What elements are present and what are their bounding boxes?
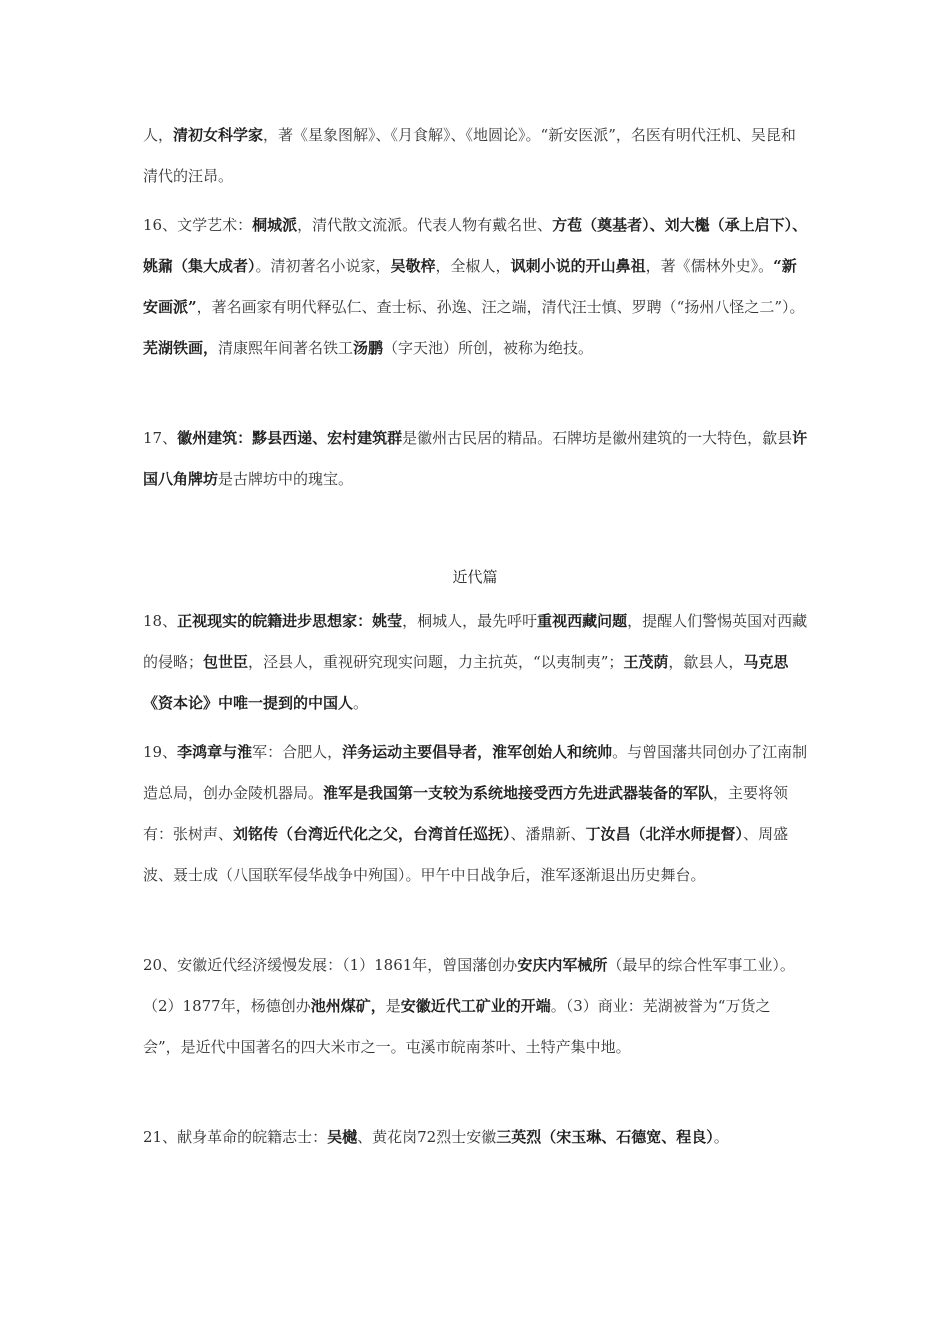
bold-text-segment: 徽州建筑：黟县西递、宏村建筑群 xyxy=(177,429,403,447)
text-segment: ，主要将领有：张树声、 xyxy=(143,784,789,843)
bold-text-segment: 刘铭传（台湾近代化之父，台湾首任巡抚） xyxy=(233,825,511,843)
text-segment: 人， xyxy=(143,126,174,144)
text-segment: 是古牌坊中的瑰宝。 xyxy=(218,470,354,488)
text-segment: ，著《星象图解》、《月食解》、《地圆论》。“新安医派”，名医有明代汪机、吴昆和清代的汪昂。 xyxy=(143,126,796,185)
bold-text-segment: 吴敬梓 xyxy=(390,257,436,275)
text-segment: 17、 xyxy=(143,429,178,447)
bold-text-segment: 汤鹏 xyxy=(353,339,384,357)
paragraph-17-huizhou-architecture xyxy=(143,418,808,500)
bold-text-segment: 安庆内军械所 xyxy=(517,956,608,974)
paragraph-continued xyxy=(143,115,808,197)
text-segment: ，桐城人，最先呼吁 xyxy=(402,612,538,630)
text-segment: ，全椒人， xyxy=(435,257,511,275)
bold-text-segment: 马克思《资本论》中唯一提到的中国人 xyxy=(143,653,789,712)
text-segment: 是徽州古民居的精品。石牌坊是徽州建筑的一大特色，歙县 xyxy=(402,429,793,447)
text-segment: 。清初著名小说家， xyxy=(255,257,391,275)
text-segment: ，提醒人们警惕英国对西藏的侵略； xyxy=(143,612,808,671)
section-heading-modern: 近代篇 xyxy=(452,568,498,586)
bold-text-segment: 吴樾 xyxy=(327,1128,358,1146)
text-segment: ，歙县人， xyxy=(668,653,744,671)
paragraph-21-revolutionaries xyxy=(143,1117,808,1158)
text-segment: （字天池）所创，被称为绝技。 xyxy=(383,339,594,357)
text-segment: ，清代散文流派。代表人物有戴名世、 xyxy=(297,216,553,234)
bold-text-segment: 桐城派 xyxy=(252,216,298,234)
text-segment: ，泾县人，重视研究现实问题，力主抗英，“以夷制夷”； xyxy=(248,653,624,671)
bold-text-segment: 方苞（奠基者）、刘大櫆（承上启下）、姚鼐（集大成者） xyxy=(143,216,808,275)
text-segment: 、潘鼎新、 xyxy=(510,825,586,843)
bold-text-segment: 芜湖铁画， xyxy=(143,339,219,357)
paragraph-18-thinkers xyxy=(143,601,808,724)
text-segment: 19、 xyxy=(143,743,178,761)
bold-text-segment: 李鸿章与淮 xyxy=(177,743,253,761)
text-segment: 18、 xyxy=(143,612,178,630)
text-segment: 。 xyxy=(713,1128,729,1146)
paragraph-20-economy xyxy=(143,945,808,1068)
text-segment: 20、安徽近代经济缓慢发展：（1）1861年，曾国藩创办 xyxy=(143,956,518,974)
bold-text-segment: 包世臣 xyxy=(203,653,249,671)
bold-text-segment: 正视现实的皖籍进步思想家：姚莹 xyxy=(177,612,403,630)
bold-text-segment: 洋务运动主要倡导者，淮军创始人和统帅 xyxy=(342,743,613,761)
text-segment: 、周盛波、聂士成（八国联军侵华战争中殉国）。甲午中日战争后，淮军逐渐退出历史舞台。 xyxy=(143,825,789,884)
bold-text-segment: 三英烈（宋玉琳、石德宽、程良） xyxy=(496,1128,714,1146)
text-segment: ，著名画家有明代释弘仁、查士标、孙逸、汪之端，清代汪士慎、罗聘（“扬州八怪之二”）。 xyxy=(196,298,805,316)
text-segment: （最早的综合性军事工业）。（2）1877年，杨德创办 xyxy=(143,956,795,1015)
text-segment: 。与曾国藩共同创办了江南制造总局，创办金陵机器局。 xyxy=(143,743,808,802)
paragraph-16-literature-art xyxy=(143,205,808,369)
text-segment: ，著《儒林外史》。 xyxy=(645,257,774,275)
bold-text-segment: 许国八角牌坊 xyxy=(143,429,808,488)
bold-text-segment: 安徽近代工矿业的开端 xyxy=(400,997,551,1015)
bold-text-segment: 重视西藏问题 xyxy=(537,612,628,630)
bold-text-segment: 淮军是我国第一支较为系统地接受西方先进武器装备的军队 xyxy=(323,784,714,802)
text-segment: 是 xyxy=(385,997,401,1015)
text-segment: 16、文学艺术： xyxy=(143,216,253,234)
bold-text-segment: 池州煤矿， xyxy=(310,997,386,1015)
text-segment: 清康熙年间著名铁工 xyxy=(218,339,354,357)
bold-text-segment: 丁汝昌（北洋水师提督） xyxy=(585,825,744,843)
bold-text-segment: 王茂荫 xyxy=(623,653,669,671)
text-segment: 21、献身革命的皖籍志士： xyxy=(143,1128,328,1146)
text-segment: 军：合肥人， xyxy=(252,743,343,761)
text-segment: 、黄花岗72烈士安徽 xyxy=(357,1128,497,1146)
text-segment: 。（3）商业：芜湖被誉为“万货之会”，是近代中国著名的四大米市之一。屯溪市皖南茶叶、土特产集中地。 xyxy=(143,997,771,1056)
paragraph-19-li-hongzhang xyxy=(143,732,808,896)
bold-text-segment: 讽刺小说的开山鼻祖 xyxy=(510,257,646,275)
bold-text-segment: “新安画派” xyxy=(143,257,797,316)
text-segment: 。 xyxy=(353,694,369,712)
bold-text-segment: 清初女科学家 xyxy=(173,126,264,144)
